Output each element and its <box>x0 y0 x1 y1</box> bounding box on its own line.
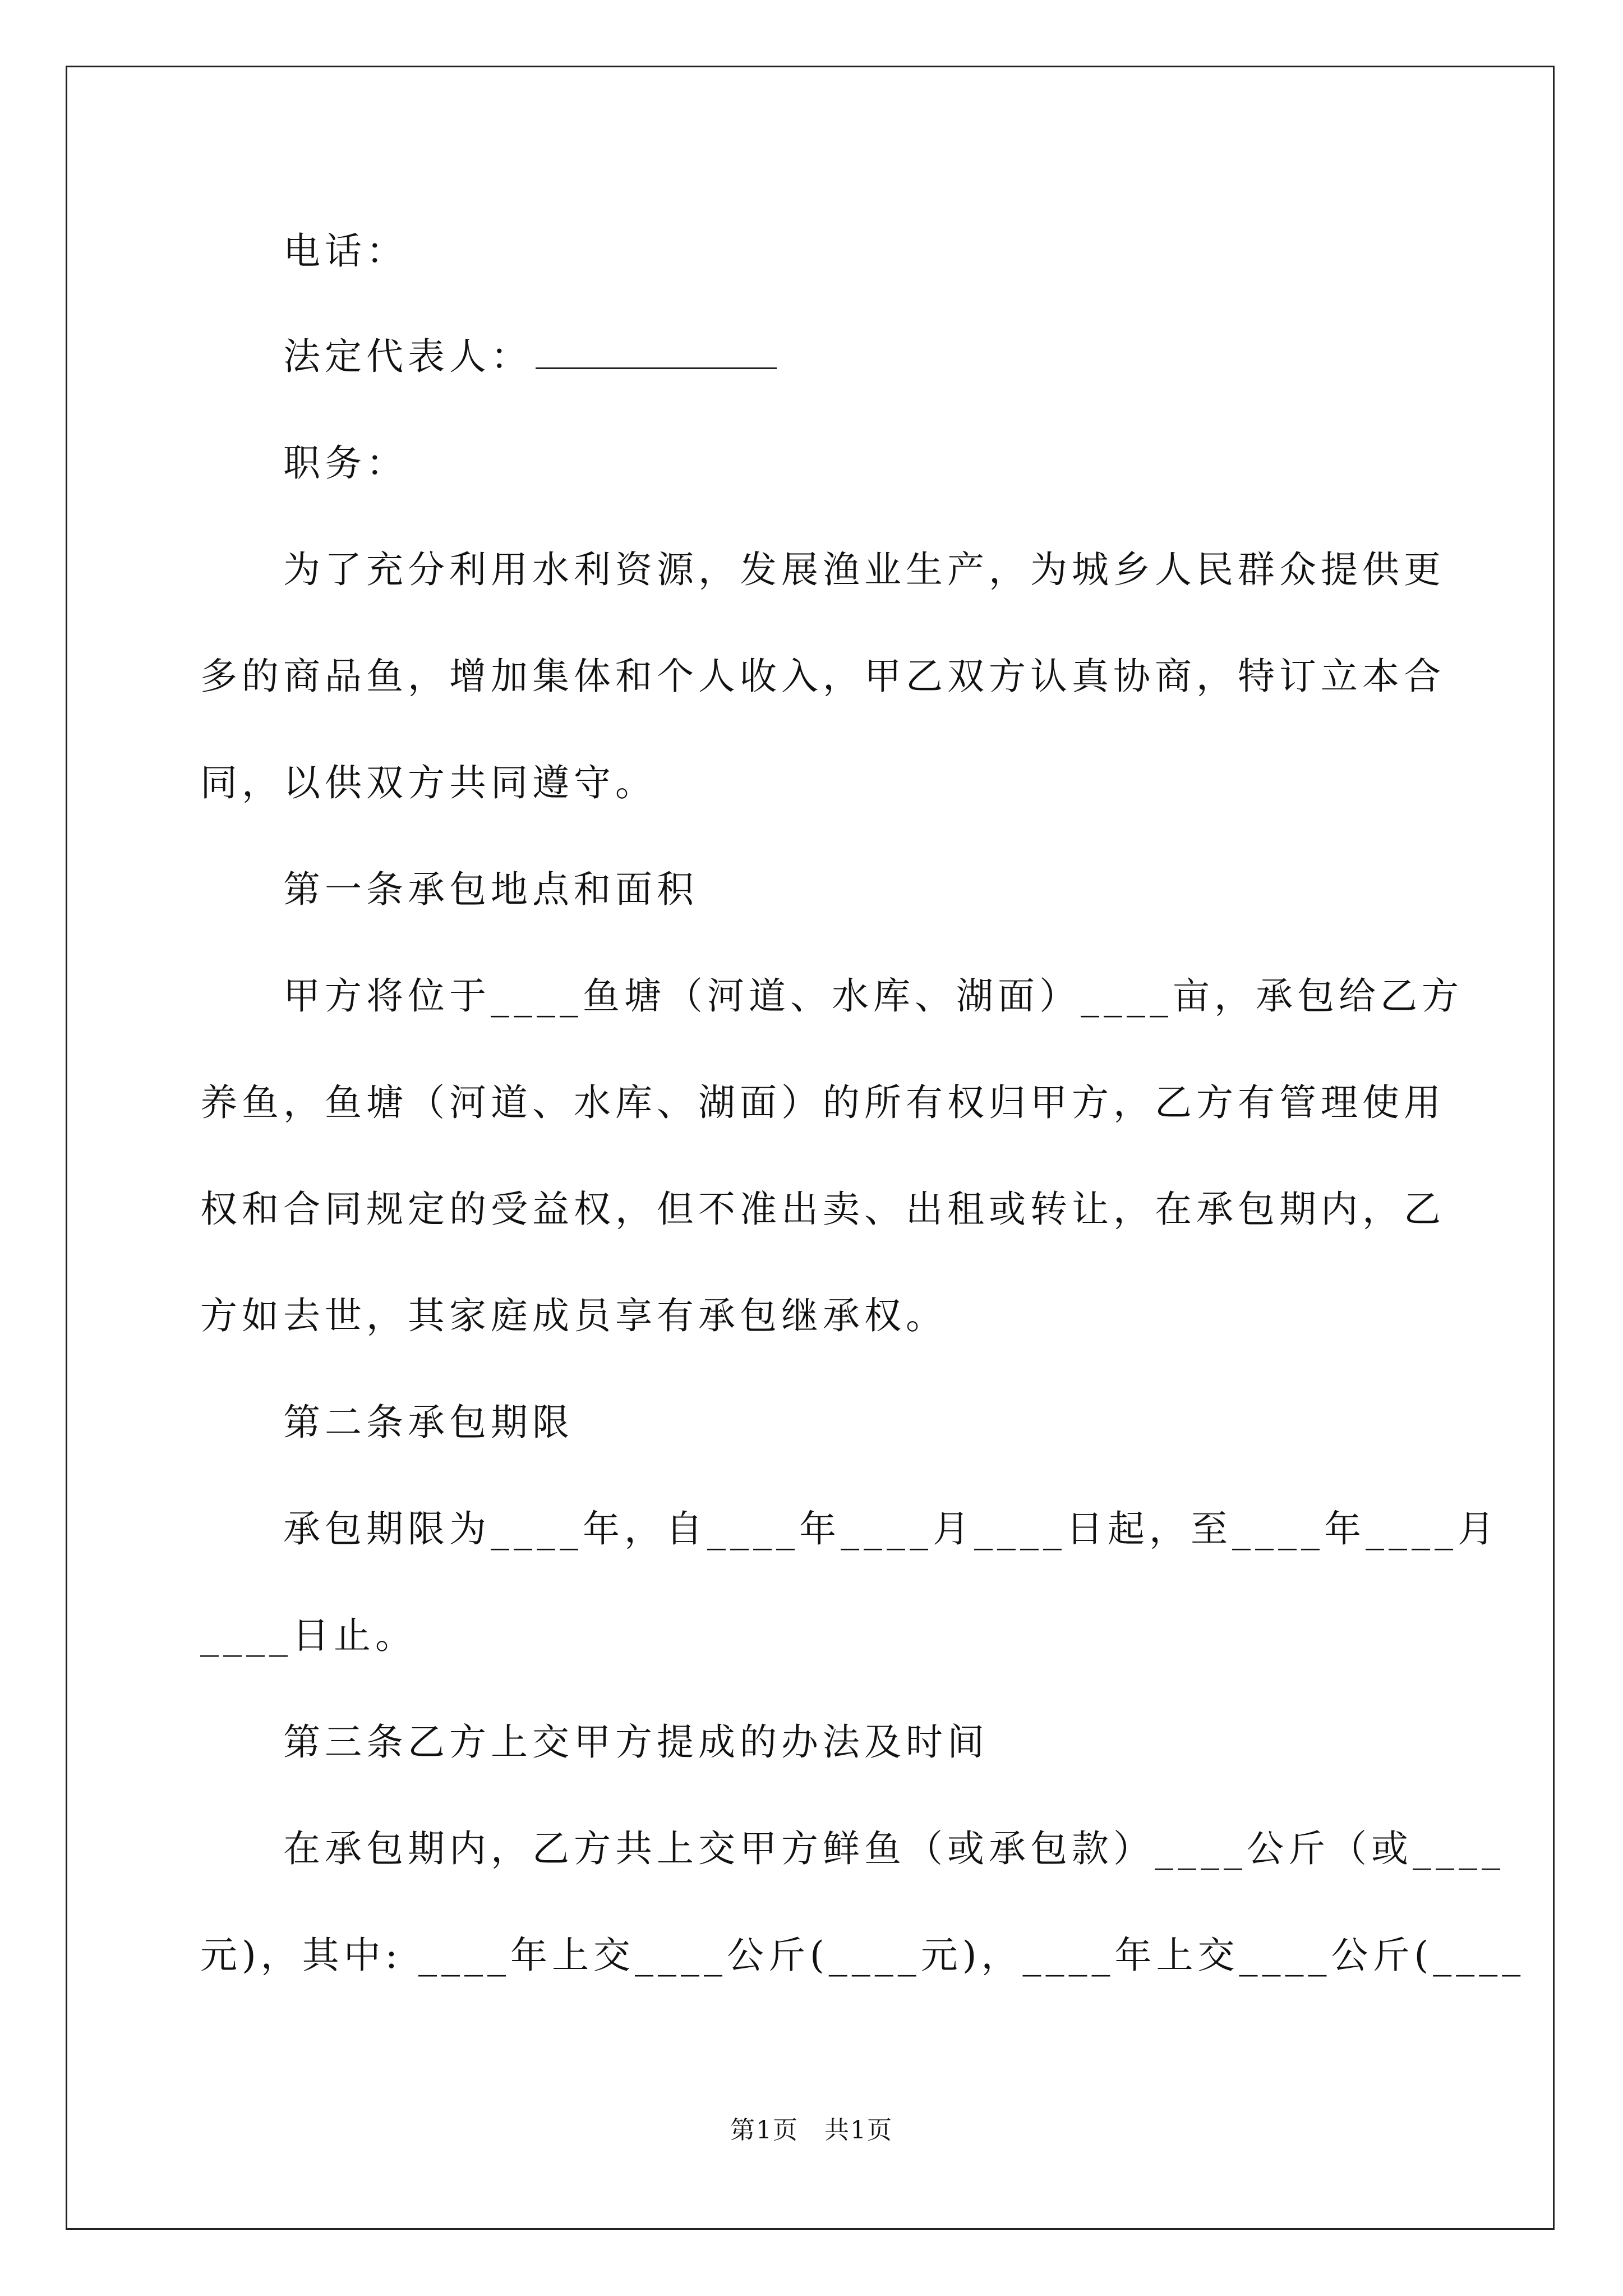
preamble-line-1: 为了充分利用水利资源，发展渔业生产，为城乡人民群众提供更 <box>283 548 1445 591</box>
article-2-line-2: ____日止。 <box>200 1614 417 1657</box>
article-3-heading: 第三条乙方上交甲方提成的办法及时间 <box>283 1720 989 1764</box>
preamble-line-2: 多的商品鱼，增加集体和个人收入，甲乙双方认真协商，特订立本合 <box>200 655 1445 698</box>
position-line <box>283 436 408 490</box>
article-2-heading: 第二条承包期限 <box>283 1401 574 1444</box>
preamble-line-3: 同，以供双方共同遵守。 <box>200 761 657 804</box>
phone-label: 电话： <box>283 229 408 273</box>
position-label: 职务： <box>283 441 408 485</box>
article-3-line-2: 元)，其中: ____年上交____公斤(____元)，____年上交____公斤(____ <box>200 1934 1525 1977</box>
legal-representative-label: 法定代表人： <box>283 335 532 378</box>
article-1-line-3: 权和合同规定的受益权，但不准出卖、出租或转让，在承包期内，乙 <box>200 1188 1445 1231</box>
article-2-line-1: 承包期限为____年，自____年____月____日起，至____年____月 <box>283 1507 1499 1550</box>
article-1-line-2: 养鱼，鱼塘（河道、水库、湖面）的所有权归甲方，乙方有管理使用 <box>200 1081 1445 1124</box>
legal-representative-line <box>283 330 777 384</box>
page-footer: 第1页 共1页 <box>730 2116 893 2145</box>
article-1-line-1: 甲方将位于____鱼塘（河道、水库、湖面）____亩，承包给乙方 <box>283 974 1463 1018</box>
legal-representative-blank[interactable] <box>536 334 777 369</box>
article-1-heading: 第一条承包地点和面积 <box>283 868 698 911</box>
page-border <box>66 66 1555 2230</box>
article-3-line-1: 在承包期内，乙方共上交甲方鲜鱼（或承包款）____公斤（或____ <box>283 1827 1505 1870</box>
phone-line <box>283 224 408 278</box>
article-1-line-4: 方如去世，其家庭成员享有承包继承权。 <box>200 1294 947 1337</box>
